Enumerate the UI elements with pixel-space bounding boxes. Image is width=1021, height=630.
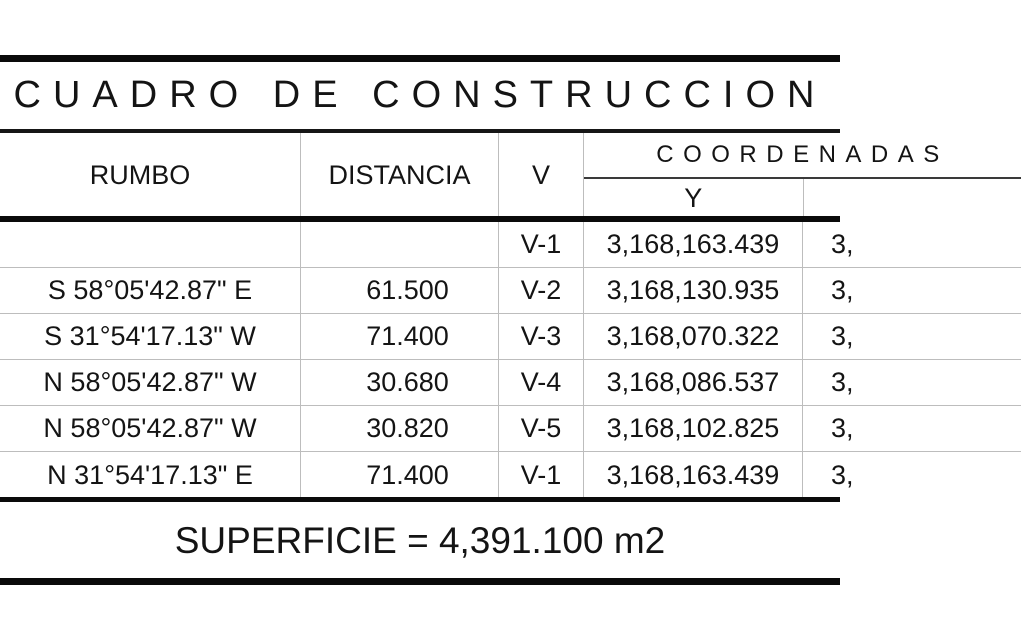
table-row <box>0 360 1021 406</box>
table-row <box>0 406 1021 452</box>
vertex-cell: V-2 <box>498 268 583 313</box>
header-v: V <box>498 133 583 217</box>
vertex-cell: V-5 <box>498 406 583 451</box>
coordinate-y-cell: 3,168,086.537 <box>583 360 802 405</box>
top-border-rule <box>0 55 840 62</box>
distancia-cell: 61.500 <box>300 268 498 313</box>
coordinate-x-cell-clipped: 3, <box>802 406 1021 451</box>
table-row <box>0 452 1021 498</box>
rumbo-cell: S 58°05'42.87" E <box>47 275 253 305</box>
coordinate-x-cell-clipped: 3, <box>802 452 1021 498</box>
table-title: CUADRO DE CONSTRUCCION <box>13 74 827 116</box>
distancia-cell <box>300 222 498 267</box>
distancia-cell: 30.680 <box>300 360 498 405</box>
rumbo-cell <box>0 222 300 267</box>
rumbo-cell: N 58°05'42.87" W <box>43 413 257 443</box>
header-rumbo: RUMBO <box>89 159 191 190</box>
coordinate-x-cell-clipped: 3, <box>802 360 1021 405</box>
vertex-cell: V-4 <box>498 360 583 405</box>
bottom-border-rule <box>0 578 840 585</box>
coordinate-y-cell: 3,168,070.322 <box>583 314 802 359</box>
rumbo-cell: N 31°54'17.13" E <box>47 459 253 490</box>
table-rows <box>0 222 1021 498</box>
header-coordenadas-subrow <box>584 179 1021 217</box>
table-row <box>0 268 1021 314</box>
coordinate-y-cell: 3,168,102.825 <box>583 406 802 451</box>
rumbo-cell: N 58°05'42.87" W <box>43 367 257 397</box>
header-coordenadas: COORDENADAS <box>584 133 1021 179</box>
rumbo-cell: S 31°54'17.13" W <box>44 321 256 351</box>
table-row <box>0 314 1021 360</box>
vertex-cell: V-1 <box>498 222 583 267</box>
coordinate-x-cell-clipped: 3, <box>802 222 1021 267</box>
distancia-cell: 30.820 <box>300 406 498 451</box>
coordinate-x-cell-clipped: 3, <box>802 314 1021 359</box>
superficie-row: SUPERFICIE = 4,391.100 m2 <box>174 519 666 561</box>
header-distancia: DISTANCIA <box>300 133 498 217</box>
distancia-cell: 71.400 <box>300 314 498 359</box>
vertex-cell: V-3 <box>498 314 583 359</box>
coordinate-y-cell: 3,168,163.439 <box>583 452 802 498</box>
coordinate-y-cell: 3,168,130.935 <box>583 268 802 313</box>
table-bottom-rule <box>0 497 840 502</box>
header-coordenadas-group <box>583 133 1021 217</box>
table-row <box>0 222 1021 268</box>
header-y: Y <box>684 182 703 213</box>
vertex-cell: V-1 <box>498 452 583 498</box>
header-x-clipped <box>803 179 1021 217</box>
table-header <box>0 133 1021 217</box>
distancia-cell: 71.400 <box>300 452 498 498</box>
coordinate-y-cell: 3,168,163.439 <box>583 222 802 267</box>
coordinate-x-cell-clipped: 3, <box>802 268 1021 313</box>
